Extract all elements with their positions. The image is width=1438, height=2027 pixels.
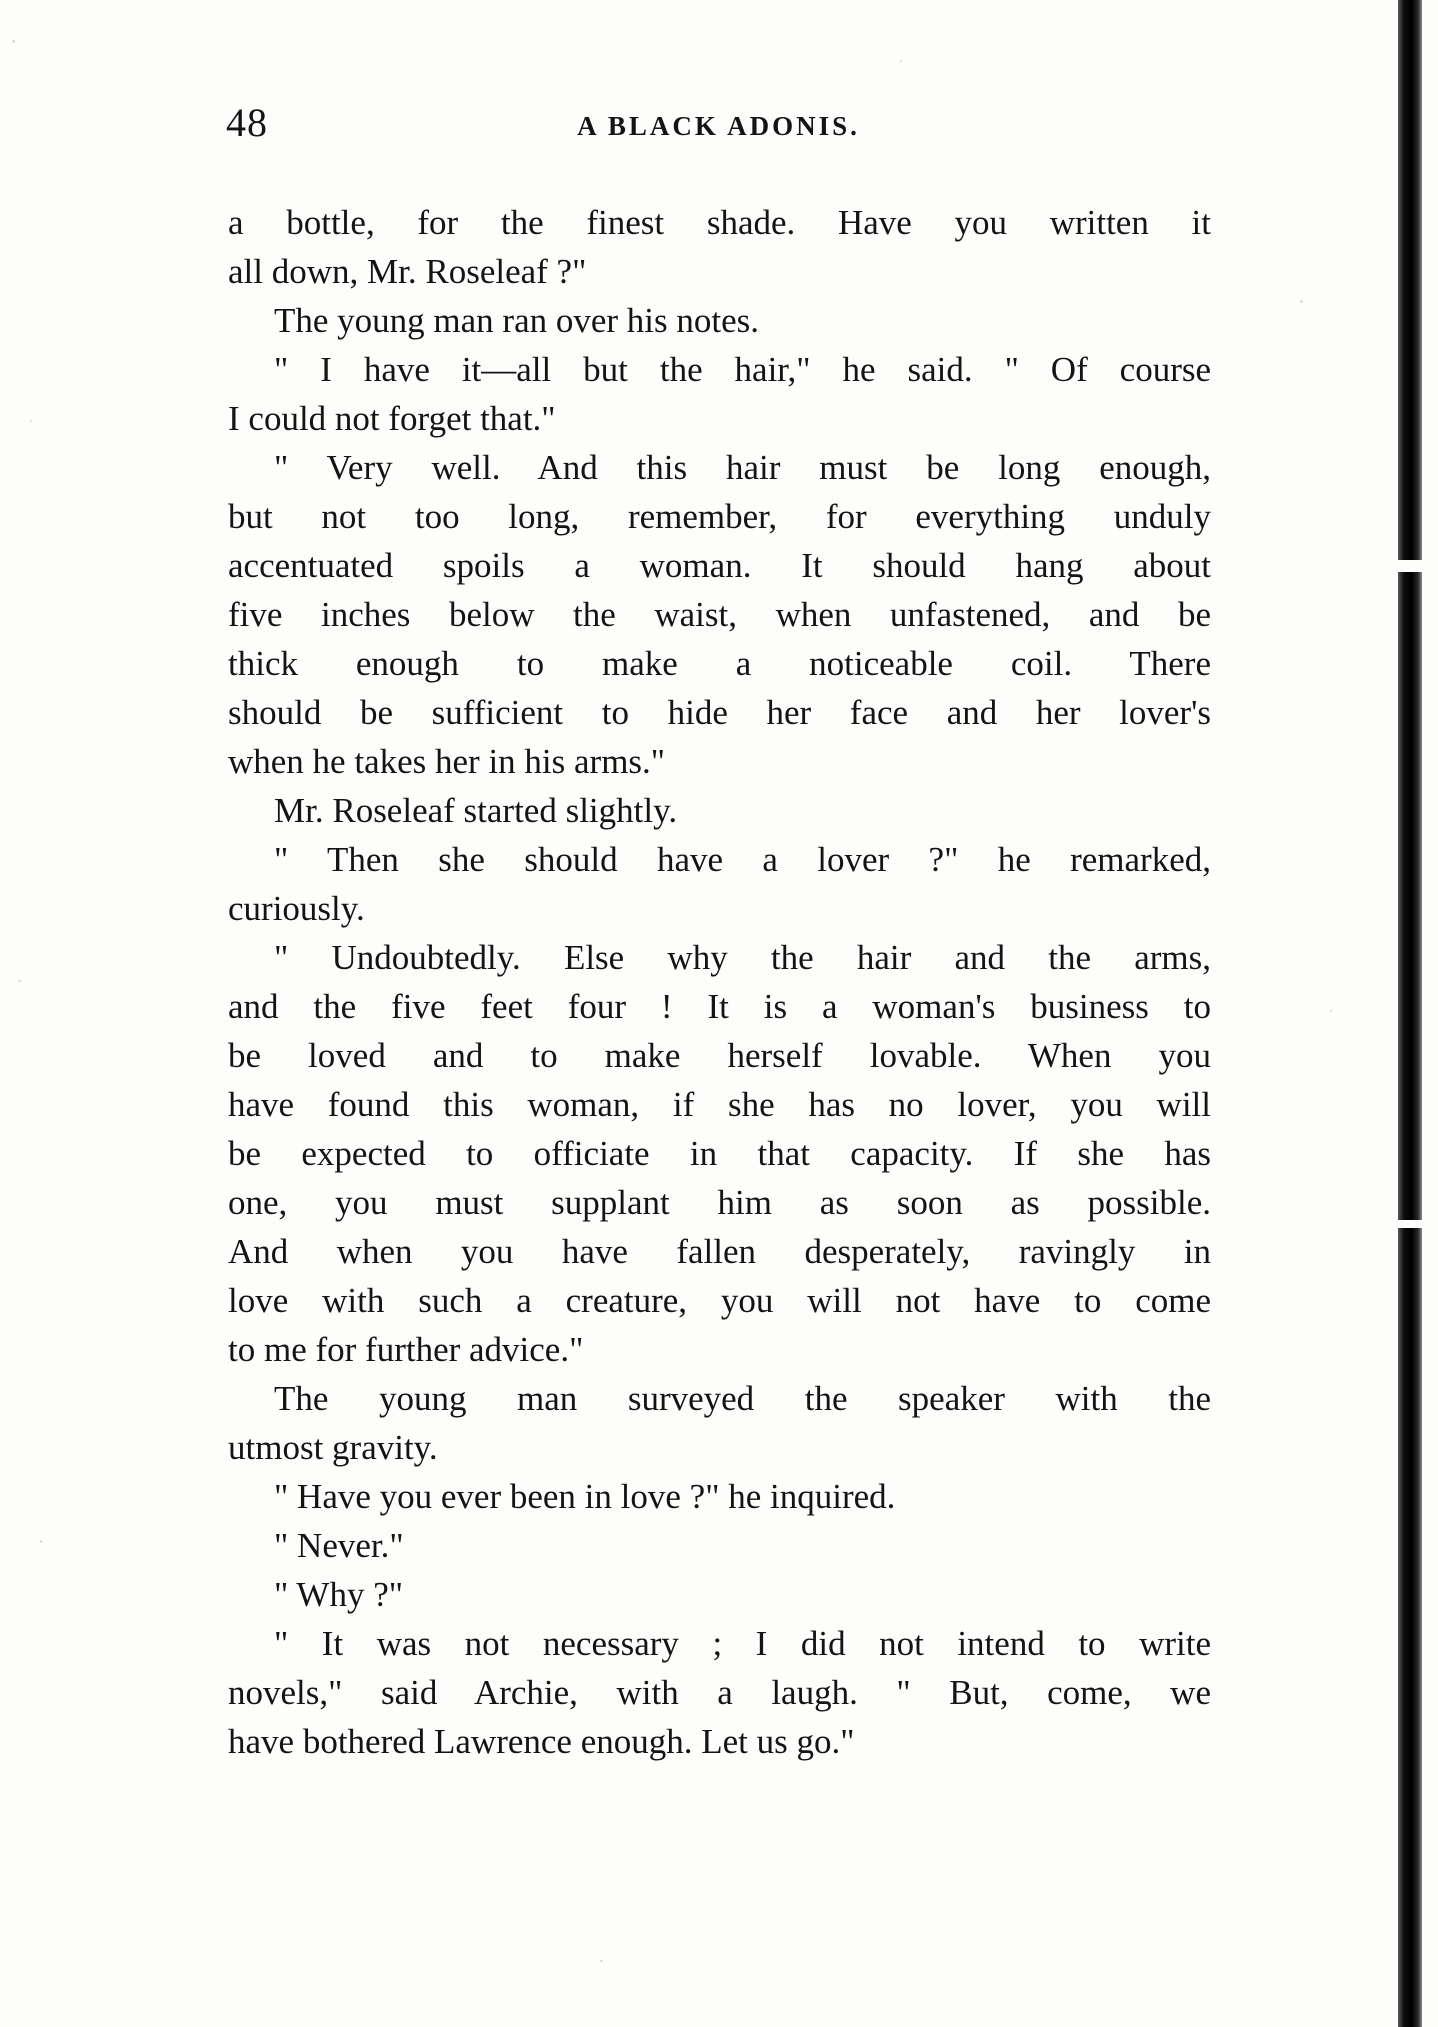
- text-line: I could not forget that.": [228, 399, 556, 438]
- text-line: Mr. Roseleaf started slightly.: [274, 791, 678, 830]
- text-line: " Undoubtedly. Else why the hair and the arms,: [274, 938, 1211, 977]
- paper-speckle: [18, 980, 21, 982]
- text-line: " Very well. And this hair must be long enough,: [274, 448, 1211, 487]
- body-text: [228, 198, 1211, 1766]
- text-line: accentuated spoils a woman. It should hang about: [228, 546, 1211, 585]
- paper-speckle: [1330, 1010, 1332, 1012]
- paper-speckle: [900, 60, 902, 62]
- text-line: five inches below the waist, when unfastened, and be: [228, 595, 1211, 634]
- text-line: all down, Mr. Roseleaf ?": [228, 252, 587, 291]
- text-line: and the five feet four ! It is a woman's business to: [228, 987, 1211, 1026]
- text-line: " It was not necessary ; I did not intend to write: [274, 1624, 1211, 1663]
- running-head: A BLACK ADONIS.: [577, 111, 860, 141]
- text-line: " Never.": [274, 1526, 404, 1565]
- text-line: " I have it—all but the hair," he said. " Of course: [274, 350, 1211, 389]
- text-line: a bottle, for the finest shade. Have you written it: [228, 203, 1211, 242]
- text-line: " Why ?": [274, 1575, 404, 1614]
- spine-gap: [1395, 1220, 1425, 1228]
- text-line: but not too long, remember, for everything unduly: [228, 497, 1211, 536]
- text-line: love with such a creature, you will not have to come: [228, 1281, 1211, 1320]
- text-line: should be sufficient to hide her face and her lover's: [228, 693, 1211, 732]
- text-line: to me for further advice.": [228, 1330, 584, 1369]
- page-number: 48: [226, 100, 268, 145]
- book-spine-edge: [1398, 0, 1422, 2027]
- text-line: have found this woman, if she has no lover, you will: [228, 1085, 1211, 1124]
- page-header: [226, 98, 1211, 148]
- text-line: thick enough to make a noticeable coil. There: [228, 644, 1211, 683]
- text-line: The young man ran over his notes.: [274, 301, 760, 340]
- text-line: " Then she should have a lover ?" he remarked,: [274, 840, 1211, 879]
- spine-gap: [1395, 560, 1425, 572]
- text-line: be loved and to make herself lovable. When you: [228, 1036, 1211, 1075]
- paper-speckle: [40, 1540, 42, 1543]
- paper-speckle: [1300, 300, 1303, 303]
- text-line: curiously.: [228, 889, 365, 928]
- paper-speckle: [30, 420, 32, 422]
- text-line: when he takes her in his arms.": [228, 742, 666, 781]
- text-line: one, you must supplant him as soon as possible.: [228, 1183, 1211, 1222]
- text-line: be expected to officiate in that capacity. If she has: [228, 1134, 1211, 1173]
- paper-speckle: [12, 40, 15, 43]
- text-line: And when you have fallen desperately, ravingly in: [228, 1232, 1211, 1271]
- text-line: novels," said Archie, with a laugh. " But, come, we: [228, 1673, 1211, 1712]
- text-line: " Have you ever been in love ?" he inquired.: [274, 1477, 896, 1516]
- paper-speckle: [600, 1960, 603, 1962]
- text-line: have bothered Lawrence enough. Let us go.": [228, 1722, 855, 1761]
- text-line: utmost gravity.: [228, 1428, 438, 1467]
- text-line: The young man surveyed the speaker with the: [274, 1379, 1211, 1418]
